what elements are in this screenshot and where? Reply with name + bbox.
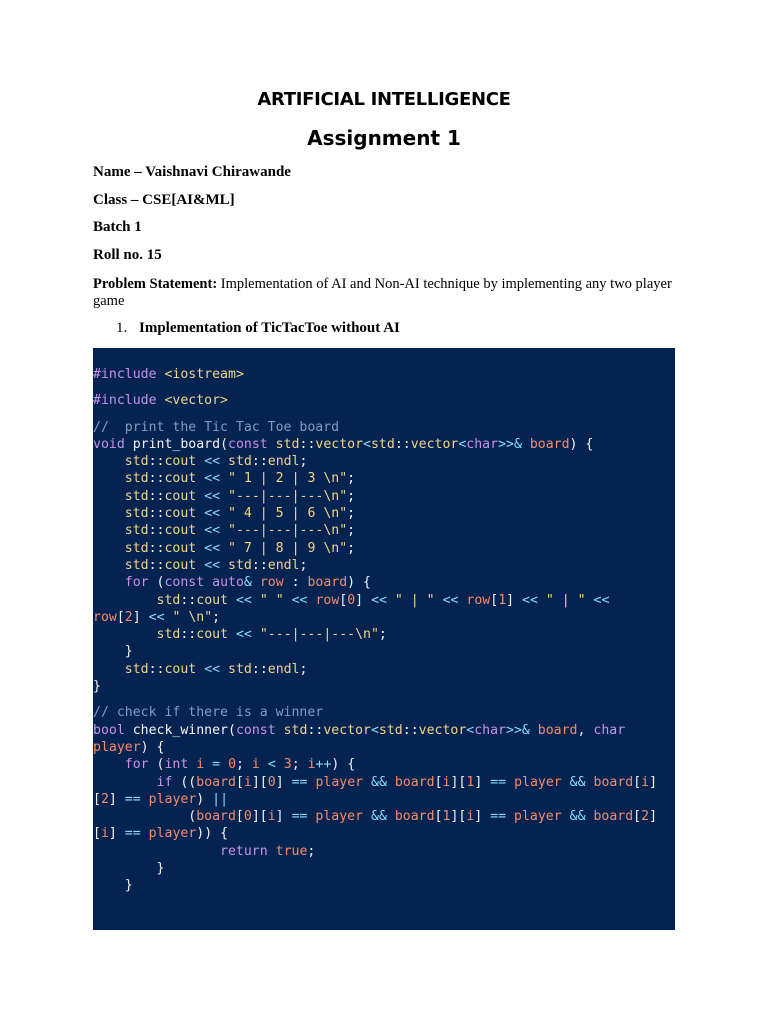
- code-block: [93, 348, 675, 930]
- page-title: ARTIFICIAL INTELLIGENCE: [257, 89, 511, 110]
- section-title: Implementation of TicTacToe without AI: [139, 320, 400, 336]
- student-roll-no: Roll no. 15: [93, 247, 162, 263]
- page-subtitle: Assignment 1: [307, 126, 461, 150]
- problem-text: Implementation of AI and Non-AI technique by implementing any two player game: [93, 276, 672, 309]
- student-class: Class – CSE[AI&ML]: [93, 192, 235, 208]
- problem-label: Problem Statement:: [93, 276, 218, 292]
- problem-statement: [93, 276, 683, 310]
- student-name: Name – Vaishnavi Chirawande: [93, 164, 291, 180]
- section-number: 1.: [116, 320, 128, 336]
- section-heading: [116, 320, 400, 337]
- code-text: #include <iostream> #include <vector> // print the Tic Tac Toe board void print_board(const std::vector<std::vector<char>>& board) { std::cout << std::endl; std::cout << " 1 | 2 | 3 \n"; std::cout << "---|---|---\n"; std::cout << " 4 | 5 | 6 \n"; std::cout << "---|---|---\n"; std::cout << " 7 | 8 | 9 \n"; std::cout << std::endl; for (const auto& row : board) { std::cout << " " << row[0] << " | " << row[1] << " | " << row[2] << " \n"; std::cout << "---|---|---\n"; } std::cout << std::endl; } // check if there is a winner bool check_winner(const std::vector<std::vector<char>>& board, char player) { for (int i = 0; i < 3; i++) { if ((board[i][0] == player && board[i][1] == player && board[i] [2] == player) || (board[0][i] == player && board[1][i] == player && board[2] [i] == player)) { return true; } }: [93, 367, 658, 894]
- student-batch: Batch 1: [93, 219, 142, 235]
